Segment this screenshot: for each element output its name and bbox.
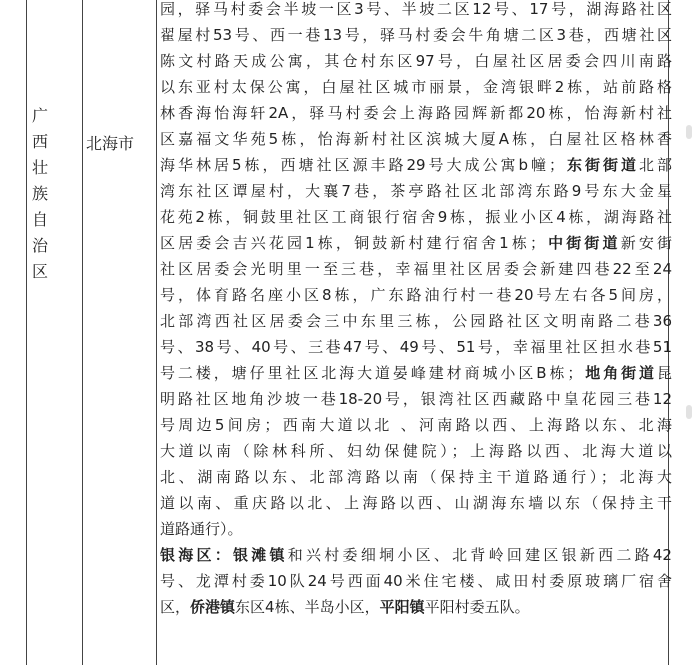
scrollbar[interactable] bbox=[681, 0, 695, 657]
region-cell bbox=[31, 103, 49, 285]
line: 明路社区地角沙坡一巷18-20号，银湾社区西藏路中皇花园三巷12 bbox=[160, 390, 672, 408]
line-text: 平阳村委五队。 bbox=[424, 598, 530, 616]
line: 社区居委会光明里一至三巷，幸福里社区居委会新建四巷22至24 bbox=[160, 260, 672, 278]
line-text: 昆 bbox=[656, 364, 672, 382]
line bbox=[160, 360, 672, 386]
line: 以东亚村太保公寓，白屋社区城市丽景，金湾银畔2栋，站前路格 bbox=[160, 78, 672, 96]
line bbox=[160, 152, 672, 178]
line: 北、湖南路以东、北部湾路以南（保持主干道路通行）；北海大 bbox=[160, 468, 672, 486]
line: 号周边5间房；西南大道以北 、河南路以西、上海路以东、北海 bbox=[160, 416, 672, 434]
line bbox=[160, 230, 672, 256]
zhongjie-subdistrict: 中街街道 bbox=[545, 234, 621, 252]
dijiao-subdistrict: 地角街道 bbox=[582, 364, 657, 382]
line-text: 区， bbox=[160, 598, 191, 616]
line-text: 区居委会吉兴花园1栋，铜鼓新村建行宿舍1栋； bbox=[160, 234, 545, 252]
line: 林香海怡海轩2A，驿马村委会上海路园辉新都20栋，怡海新村社 bbox=[160, 104, 672, 122]
line: 翟屋村53号、西一巷13号，驿马村委会牛角塘二区3巷，西塘社区 bbox=[160, 26, 672, 44]
yinhai-district-label: 银海区： bbox=[160, 546, 234, 564]
line bbox=[160, 542, 672, 568]
table-border-col2 bbox=[156, 0, 157, 665]
table-border-col1 bbox=[82, 0, 83, 665]
line-text: 和兴村委细垌小区、北背岭回建区银新西二路42 bbox=[287, 546, 672, 564]
line-text: 北部 bbox=[638, 156, 672, 174]
scrollbar-thumb[interactable] bbox=[686, 405, 692, 419]
line: 号、龙潭村委10队24号西面40米住宅楼、咸田村委原玻璃厂宿舍 bbox=[160, 572, 672, 590]
line: 号、38号、40号、三巷47号、49号、51号，幸福里社区担水巷51 bbox=[160, 338, 672, 356]
line-text: 海华林居5栋，西塘社区源丰路29号大成公寓b幢； bbox=[160, 156, 565, 174]
line: 陈文村路天成公寓，其仓村东区97号，白屋社区居委会四川南路 bbox=[160, 52, 672, 70]
city-cell bbox=[66, 131, 154, 154]
line: 道以南、重庆路以北、上海路以西、山湖海东墙以东（保持主干 bbox=[160, 494, 672, 512]
qiaogang-town: 侨港镇 bbox=[190, 598, 236, 616]
line: 北部湾西社区居委会三中东里三栋，公园路社区文明南路二巷36 bbox=[160, 312, 672, 330]
line: 道路通行）。 bbox=[160, 520, 243, 538]
city-name: 北海市 bbox=[85, 134, 134, 153]
yintan-town: 银滩镇 bbox=[233, 546, 288, 564]
scrollbar-thumb[interactable] bbox=[686, 125, 692, 139]
region-name: 广西壮族自治区 bbox=[31, 106, 48, 281]
line bbox=[160, 594, 672, 620]
line: 湾东社区谭屋村，大襄7巷，茶亭路社区北部湾东路9号东大金星 bbox=[160, 182, 672, 200]
line: 园，驿马村委会半坡一区3号、半坡二区12号、17号，湖海路社区 bbox=[160, 0, 672, 18]
pingyang-town: 平阳镇 bbox=[379, 598, 425, 616]
line: 大道以南（除林科所、妇幼保健院）；上海路以西、北海大道以 bbox=[160, 442, 672, 460]
line-text: 新安街 bbox=[620, 234, 672, 252]
line: 花苑2栋，铜鼓里社区工商银行宿舍9栋，振业小区4栋，湖海路社 bbox=[160, 208, 672, 226]
dongjie-subdistrict: 东街街道 bbox=[564, 156, 639, 174]
table-border-left bbox=[26, 0, 27, 665]
line-text: 号二楼，塘仔里社区北海大道晏峰建材商城小区B栋； bbox=[160, 364, 583, 382]
line-text: 东区4栋、半岛小区， bbox=[235, 598, 380, 616]
line: 号，体育路名座小区8栋，广东路油行村一巷20号左右各5间房， bbox=[160, 286, 672, 304]
line: 区嘉福文华苑5栋，怡海新村社区滨城大厦A栋，白屋社区格林香 bbox=[160, 130, 672, 148]
area-list bbox=[160, 0, 672, 620]
